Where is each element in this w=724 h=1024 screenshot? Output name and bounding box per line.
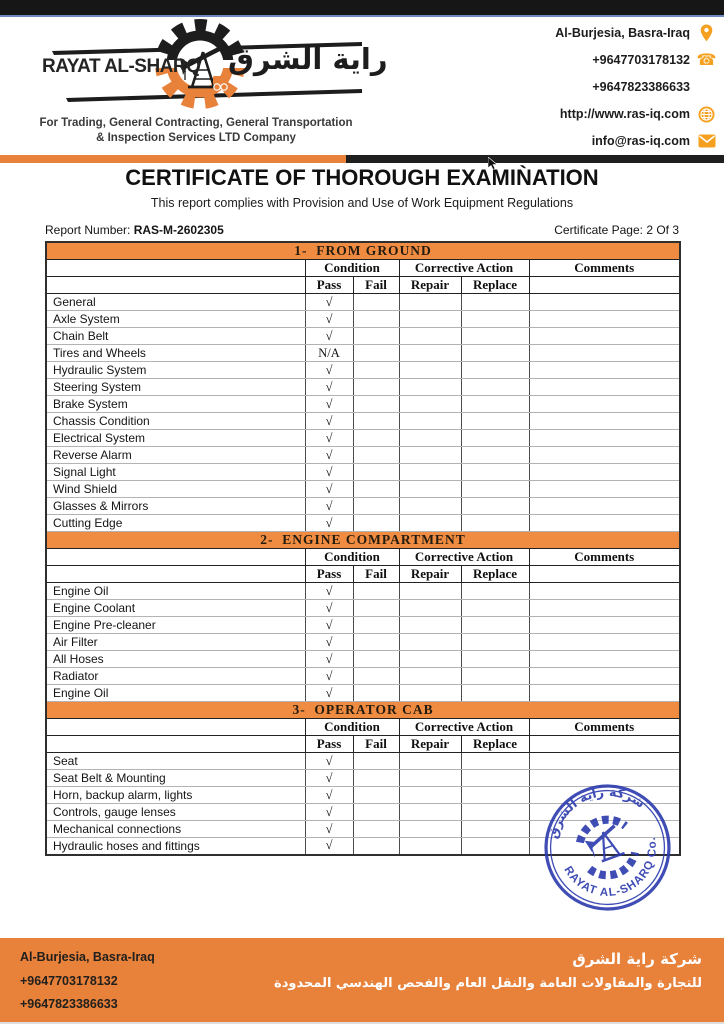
replace-cell [461,804,529,821]
footer-company-description-ar: للتجارة والمقاولات العامة والنقل العام والفحص الهندسي المحدودة [274,976,702,991]
repair-cell [399,753,461,770]
icon-spacer [697,78,716,96]
table-row [46,498,680,515]
repair-cell [399,396,461,413]
item-label: Glasses & Mirrors [46,498,305,515]
fail-cell [353,617,399,634]
comments-cell [529,396,680,413]
sub-hdr [46,736,680,753]
item-label: Chain Belt [46,328,305,345]
report-meta [45,223,679,237]
pass-mark: √ [305,651,353,668]
repair-cell [399,685,461,702]
repair-header: Repair [399,277,461,294]
replace-cell [461,617,529,634]
fail-cell [353,430,399,447]
comments-cell [529,753,680,770]
comments-cell [529,515,680,532]
sub-hdr [46,566,680,583]
footer-contact-block [20,946,155,1017]
company-logo [26,18,388,148]
item-header-cell [46,736,305,753]
replace-cell [461,345,529,362]
fail-cell [353,328,399,345]
globe-icon [697,105,716,123]
company-name-en: RAYAT AL-SHARQ [42,56,201,77]
comments-cell [529,362,680,379]
fail-cell [353,311,399,328]
certificate-page-value: 2 Of 3 [646,223,679,237]
pass-mark: √ [305,430,353,447]
comments-cell [529,651,680,668]
replace-cell [461,498,529,515]
repair-cell [399,634,461,651]
comments-cell [529,328,680,345]
section-header: 2- ENGINE COMPARTMENT [46,532,680,549]
fail-cell [353,804,399,821]
replace-cell [461,413,529,430]
repair-header: Repair [399,566,461,583]
repair-cell [399,345,461,362]
repair-cell [399,362,461,379]
table-row [46,685,680,702]
fail-cell [353,787,399,804]
contact-email[interactable] [555,132,716,150]
fail-cell [353,362,399,379]
item-label: Steering System [46,379,305,396]
footer-phone-2: +9647823386633 [20,997,118,1011]
pass-mark: √ [305,787,353,804]
item-label: Radiator [46,668,305,685]
replace-cell [461,600,529,617]
condition-header: Condition [305,549,399,566]
top-bar [0,0,724,17]
item-label: Mechanical connections [46,821,305,838]
divider-orange-segment [0,155,346,163]
repair-header: Repair [399,736,461,753]
item-label: Chassis Condition [46,413,305,430]
footer-address: Al-Burjesia, Basra-Iraq [20,950,155,964]
pass-header: Pass [305,277,353,294]
replace-header: Replace [461,566,529,583]
inspection-table-wrap [45,241,679,856]
fail-cell [353,481,399,498]
table-row [46,481,680,498]
repair-cell [399,821,461,838]
pass-mark: √ [305,413,353,430]
item-header-cell [46,719,305,736]
item-label: Cutting Edge [46,515,305,532]
pass-mark: √ [305,328,353,345]
company-name-ar: راية الشرق [228,42,388,76]
page-title: CERTIFICATE OF THOROUGH EXAMIǸATION [125,165,599,190]
repair-cell [399,515,461,532]
condition-header: Condition [305,719,399,736]
fail-cell [353,345,399,362]
stamp-latin-text: RAYAT AL-SHARQ Co. [561,835,660,900]
item-label: Hydraulic hoses and fittings [46,838,305,855]
report-number-label: Report Number: [45,223,131,237]
contact-address [555,24,716,42]
comments-cell [529,430,680,447]
replace-cell [461,464,529,481]
table-row [46,345,680,362]
fail-cell [353,515,399,532]
item-label: Wind Shield [46,481,305,498]
replace-cell [461,770,529,787]
repair-cell [399,838,461,855]
comments-cell [529,294,680,311]
replace-cell [461,753,529,770]
table-row [46,294,680,311]
pass-mark: N/A [305,345,353,362]
table-row [46,617,680,634]
replace-cell [461,396,529,413]
table-row [46,651,680,668]
grp-hdr [46,719,680,736]
comments-cell [529,685,680,702]
replace-cell [461,787,529,804]
comments-header: Comments [529,260,680,277]
comments-cell [529,413,680,430]
item-label: Engine Coolant [46,600,305,617]
comments-cell [529,447,680,464]
fail-cell [353,294,399,311]
comments-header: Comments [529,549,680,566]
comments-header: Comments [529,719,680,736]
table-row [46,634,680,651]
envelope-icon [697,132,716,150]
replace-cell [461,634,529,651]
table-row [46,515,680,532]
fail-cell [353,396,399,413]
contact-website-text[interactable]: http://www.ras-iq.com [559,107,690,121]
pass-mark: √ [305,804,353,821]
repair-cell [399,294,461,311]
fail-cell [353,379,399,396]
replace-header: Replace [461,736,529,753]
table-row [46,328,680,345]
repair-cell [399,328,461,345]
section-header: 1- FROM GROUND [46,242,680,260]
replace-cell [461,379,529,396]
repair-cell [399,413,461,430]
corrective-action-header: Corrective Action [399,549,529,566]
pass-mark: √ [305,464,353,481]
item-label: Tires and Wheels [46,345,305,362]
comments-cell [529,379,680,396]
pass-mark: √ [305,481,353,498]
pass-header: Pass [305,566,353,583]
contact-website[interactable] [555,105,716,123]
fail-header: Fail [353,566,399,583]
repair-cell [399,464,461,481]
fail-header: Fail [353,736,399,753]
fail-cell [353,668,399,685]
pass-mark: √ [305,294,353,311]
certificate-page-number [554,223,679,237]
comments-cell [529,345,680,362]
page-subtitle: This report complies with Provision and Use of Work Equipment Regulations [150,196,574,210]
footer-company-name-ar: شركة راية الشرق [572,950,702,968]
table-row [46,464,680,481]
fail-cell [353,838,399,855]
replace-cell [461,362,529,379]
sub-hdr [46,277,680,294]
pass-header: Pass [305,736,353,753]
comments-header-cell [529,277,680,294]
section-header: 3- OPERATOR CAB [46,702,680,719]
item-label: Engine Pre-cleaner [46,617,305,634]
repair-cell [399,498,461,515]
fail-cell [353,753,399,770]
item-label: All Hoses [46,651,305,668]
replace-cell [461,481,529,498]
pass-mark: √ [305,770,353,787]
comments-cell [529,311,680,328]
replace-cell [461,668,529,685]
fail-cell [353,413,399,430]
item-label: Electrical System [46,430,305,447]
table-row [46,583,680,600]
replace-cell [461,430,529,447]
pass-mark: √ [305,396,353,413]
item-label: Seat [46,753,305,770]
replace-cell [461,838,529,855]
company-tagline-line1: For Trading, General Contracting, General Transportation [39,117,353,129]
item-label: General [46,294,305,311]
comments-header-cell [529,566,680,583]
footer-phone-1: +9647703178132 [20,973,118,988]
table-row [46,430,680,447]
pass-mark: √ [305,753,353,770]
item-label: Reverse Alarm [46,447,305,464]
phone-icon: ☎ [696,50,717,69]
fail-cell [353,821,399,838]
company-tagline-line2: & Inspection Services LTD Company [96,132,296,144]
corrective-action-header: Corrective Action [399,719,529,736]
fail-header: Fail [353,277,399,294]
repair-cell [399,379,461,396]
replace-cell [461,821,529,838]
comments-cell [529,583,680,600]
replace-cell [461,515,529,532]
repair-cell [399,447,461,464]
contact-phone-2-text: +9647823386633 [592,80,690,94]
repair-cell [399,430,461,447]
replace-cell [461,685,529,702]
repair-cell [399,804,461,821]
pass-mark: √ [305,838,353,855]
footer [0,938,724,1024]
item-header-cell [46,277,305,294]
item-label: Engine Oil [46,583,305,600]
item-label: Signal Light [46,464,305,481]
table-row [46,396,680,413]
grp-hdr [46,260,680,277]
fail-cell [353,685,399,702]
pass-mark: √ [305,362,353,379]
item-label: Hydraulic System [46,362,305,379]
repair-cell [399,583,461,600]
stamp-gear-pumpjack-icon [575,813,639,882]
repair-cell [399,481,461,498]
item-label: Controls, gauge lenses [46,804,305,821]
repair-cell [399,651,461,668]
table-row [46,362,680,379]
stamp-arabic-text: شركة راية الشرق [544,784,648,840]
grp-hdr [46,549,680,566]
pass-mark: √ [305,583,353,600]
pass-mark: √ [305,515,353,532]
repair-cell [399,668,461,685]
report-number-value: RAS-M-2602305 [133,223,224,237]
sec-hdr [46,242,680,260]
replace-cell [461,311,529,328]
inspection-table [45,241,681,856]
pass-mark: √ [305,447,353,464]
location-pin-icon [697,24,716,42]
pass-mark: √ [305,311,353,328]
pass-mark: √ [305,617,353,634]
repair-cell [399,770,461,787]
pass-mark: √ [305,821,353,838]
svg-text:شركة راية الشرق [541,781,651,844]
table-row [46,668,680,685]
fail-cell [353,600,399,617]
comments-cell [529,600,680,617]
item-label: Axle System [46,311,305,328]
pass-mark: √ [305,379,353,396]
table-row [46,379,680,396]
comments-cell [529,634,680,651]
replace-cell [461,583,529,600]
comments-cell [529,617,680,634]
comments-cell [529,464,680,481]
contact-email-text[interactable]: info@ras-iq.com [591,134,690,148]
footer-arabic-block [274,947,702,997]
repair-cell [399,617,461,634]
item-label: Air Filter [46,634,305,651]
table-row [46,753,680,770]
contact-address-text: Al-Burjesia, Basra-Iraq [555,26,690,40]
sec-hdr [46,702,680,719]
report-number [45,223,224,237]
comments-cell [529,668,680,685]
fail-cell [353,498,399,515]
item-label: Seat Belt & Mounting [46,770,305,787]
pass-mark: √ [305,498,353,515]
comments-cell [529,481,680,498]
replace-cell [461,294,529,311]
fail-cell [353,651,399,668]
contact-list [555,24,716,159]
sec-hdr [46,532,680,549]
comments-cell [529,498,680,515]
pass-mark: √ [305,600,353,617]
table-row [46,447,680,464]
table-row [46,311,680,328]
fail-cell [353,634,399,651]
table-row [46,413,680,430]
divider-black-segment [346,155,724,163]
item-label: Horn, backup alarm, lights [46,787,305,804]
pass-mark: √ [305,668,353,685]
replace-cell [461,651,529,668]
table-row [46,600,680,617]
repair-cell [399,787,461,804]
contact-phone-1 [555,51,716,69]
replace-cell [461,328,529,345]
item-header-cell [46,260,305,277]
contact-phone-2 [555,78,716,96]
contact-phone-1-text: +9647703178132 [592,53,690,67]
fail-cell [353,770,399,787]
comments-header-cell [529,736,680,753]
item-header-cell [46,566,305,583]
fail-cell [353,583,399,600]
fail-cell [353,464,399,481]
certificate-page-label: Certificate Page: [554,223,643,237]
company-stamp [541,781,674,914]
repair-cell [399,311,461,328]
item-label: Engine Oil [46,685,305,702]
pass-mark: √ [305,685,353,702]
item-header-cell [46,549,305,566]
repair-cell [399,600,461,617]
condition-header: Condition [305,260,399,277]
item-label: Brake System [46,396,305,413]
fail-cell [353,447,399,464]
replace-header: Replace [461,277,529,294]
corrective-action-header: Corrective Action [399,260,529,277]
divider-bar [0,155,724,163]
replace-cell [461,447,529,464]
pass-mark: √ [305,634,353,651]
